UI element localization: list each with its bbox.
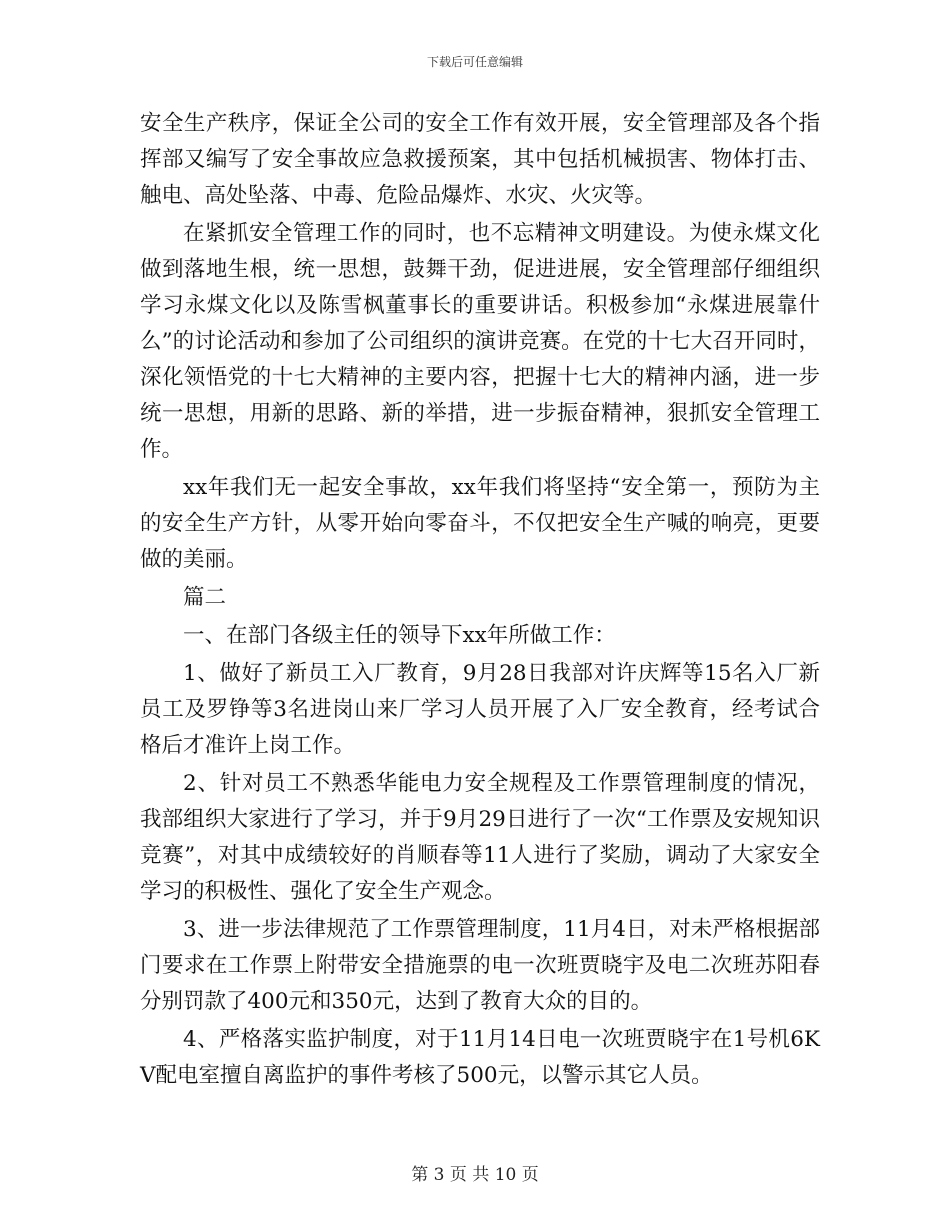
document-body bbox=[140, 106, 820, 1096]
paragraph-3: xx年我们无一起安全事故，xx年我们将坚持“安全第一，预防为主的安全生产方针，从零开始向零奋斗，不仅把安全生产喊的响亮，更要做的美丽。 bbox=[140, 475, 820, 572]
paragraph-8: 3、进一步法律规范了工作票管理制度，11月4日，对未严格根据部门要求在工作票上附带安全措施票的电一次班贾晓宇及电二次班苏阳春分别罚款了400元和350元，达到了教育大众的目的。 bbox=[140, 917, 820, 1014]
paragraph-9: 4、严格落实监护制度，对于11月14日电一次班贾晓宇在1号机6KV配电室擅自离监护的事件考核了500元，以警示其它人员。 bbox=[140, 1027, 820, 1088]
paragraph-2: 在紧抓安全管理工作的同时，也不忘精神文明建设。为使永煤文化做到落地生根，统一思想，鼓舞干劲，促进进展，安全管理部仔细组织学习永煤文化以及陈雪枫董事长的重要讲话。积极参加“永煤进展靠什么”的讨论活动和参加了公司组织的演讲竞赛。在党的十七大召开同时，深化领悟党的十七大精神的主要内容，把握十七大的精神内涵，进一步统一思想，用新的思路、新的举措，进一步振奋精神，狠抓安全管理工作。 bbox=[140, 221, 820, 462]
section-heading: 篇二 bbox=[183, 585, 227, 610]
paragraph-6: 1、做好了新员工入厂教育，9月28日我部对许庆辉等15名入厂新员工及罗铮等3名进岗山来厂学习人员开展了入厂安全教育，经考试合格后才准许上岗工作。 bbox=[140, 661, 820, 758]
paragraph-1: 安全生产秩序，保证全公司的安全工作有效开展，安全管理部及各个指挥部又编写了安全事故应急救援预案，其中包括机械损害、物体打击、触电、高处坠落、中毒、危险品爆炸、水灾、火灾等。 bbox=[140, 111, 820, 208]
paragraph-7: 2、针对员工不熟悉华能电力安全规程及工作票管理制度的情况，我部组织大家进行了学习，并于9月29日进行了一次“工作票及安规知识竞赛”，对其中成绩较好的肖顺春等11人进行了奖励，调动了大家安全学习的积极性、强化了安全生产观念。 bbox=[140, 771, 820, 904]
page-header: 下载后可任意编辑 bbox=[426, 55, 523, 69]
page-footer: 第 3 页 共 10 页 bbox=[411, 1165, 539, 1185]
paragraph-5: 一、在部门各级主任的领导下xx年所做工作： bbox=[183, 623, 616, 648]
